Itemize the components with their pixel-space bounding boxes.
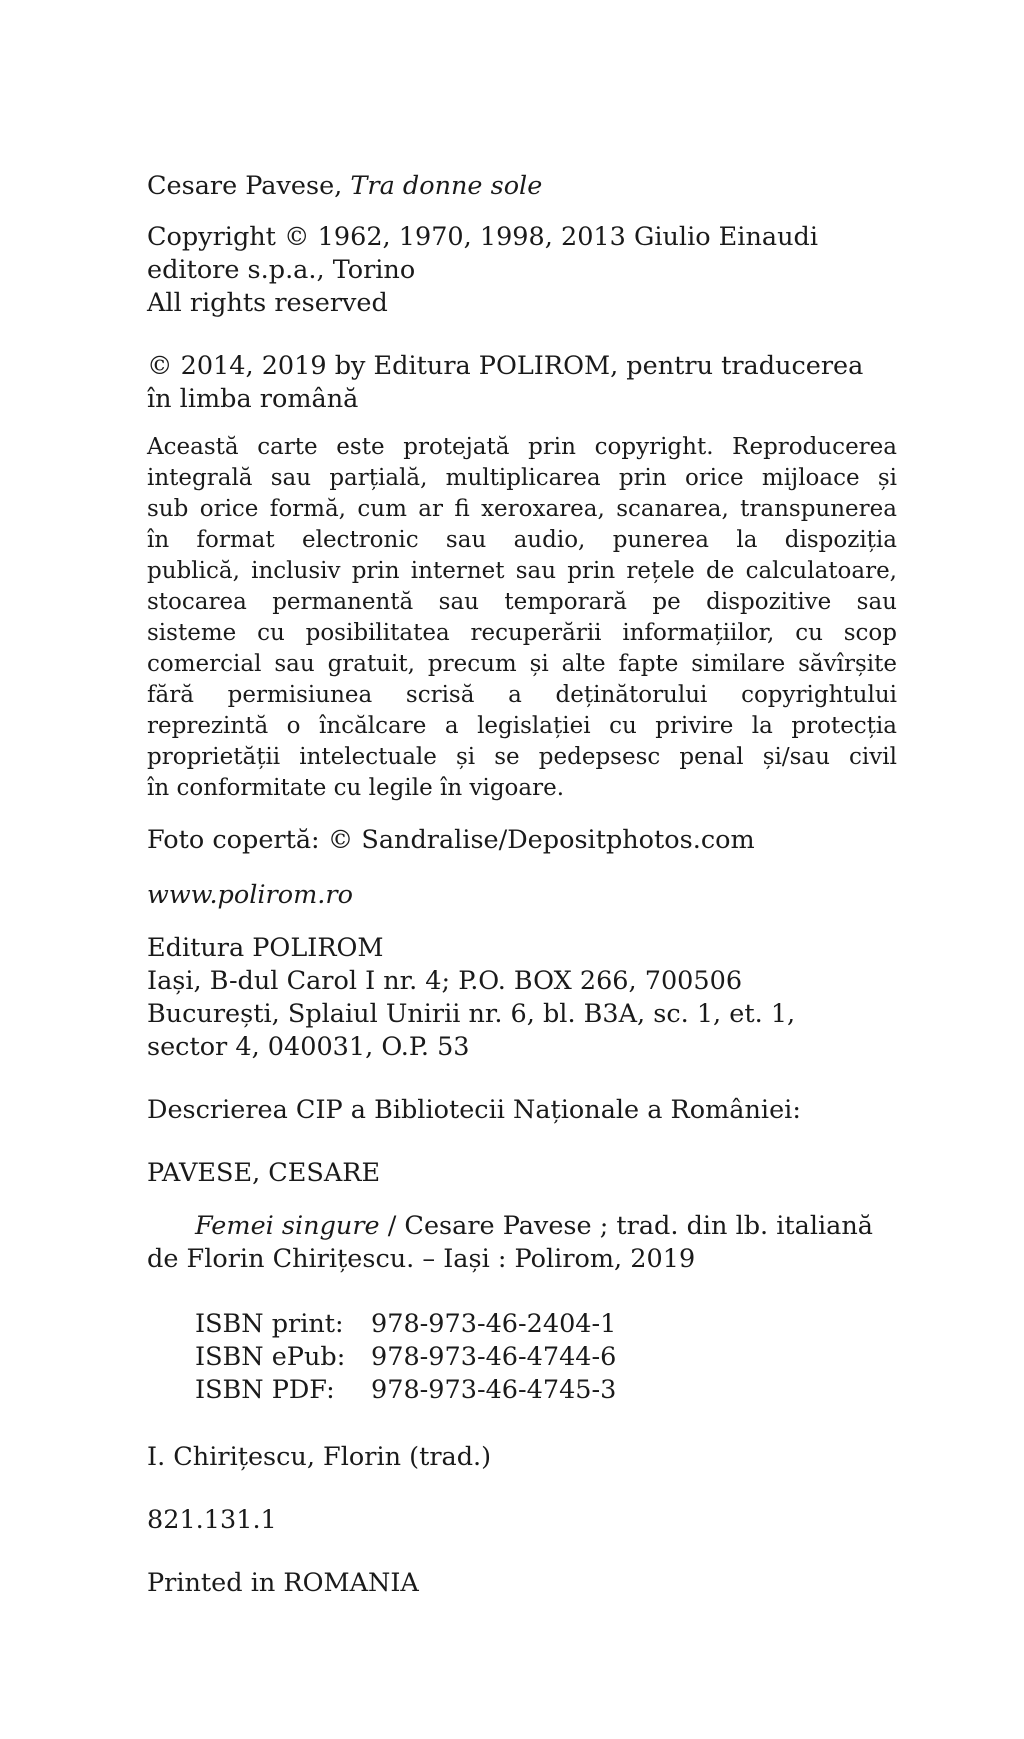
- cip-heading: Descrierea CIP a Bibliotecii Naționale a României:: [147, 1095, 801, 1125]
- translation-copyright-line: © 2014, 2019 by Editura POLIROM, pentru traducerea: [147, 351, 864, 381]
- legal-notice-line: proprietății intelectuale și se pedepsesc penal și/sau civil: [147, 744, 897, 770]
- isbn-label: ISBN print:: [195, 1309, 344, 1339]
- legal-notice-line: fără permisiunea scrisă a deținătorului copyrightului: [147, 682, 897, 708]
- legal-notice: [147, 432, 897, 804]
- publisher-address: [147, 932, 897, 1064]
- isbn-label: ISBN PDF:: [195, 1375, 335, 1405]
- isbn-row: [195, 1374, 897, 1407]
- cip-record: [147, 1210, 897, 1276]
- isbn-row: [195, 1308, 897, 1341]
- legal-notice-line: reprezintă o încălcare a legislației cu privire la protecția: [147, 713, 897, 739]
- translation-copyright-line: în limba română: [147, 384, 359, 414]
- translator-entry: I. Chirițescu, Florin (trad.): [147, 1442, 492, 1472]
- website-link[interactable]: www.polirom.ro: [147, 880, 353, 910]
- original-title: Tra donne sole: [350, 171, 543, 201]
- legal-notice-line: stocarea permanentă sau temporară pe dispozitive sau: [147, 589, 897, 615]
- isbn-value: 978-973-46-2404-1: [371, 1309, 617, 1339]
- publisher-website: [147, 879, 897, 912]
- translated-title: Femei singure: [195, 1211, 380, 1241]
- address-line: Iași, B-dul Carol I nr. 4; P.O. BOX 266, 700506: [147, 966, 743, 996]
- copyright-page: [147, 170, 897, 1600]
- legal-notice-line: sisteme cu posibilitatea recuperării informațiilor, cu scop: [147, 620, 897, 646]
- translation-copyright: [147, 350, 897, 416]
- classification-number: 821.131.1: [147, 1505, 277, 1535]
- legal-notice-line: publică, inclusiv prin internet sau prin rețele de calculatoare,: [147, 558, 897, 584]
- address-line: București, Splaiul Unirii nr. 6, bl. B3A, sc. 1, et. 1,: [147, 999, 796, 1029]
- legal-notice-line: sub orice formă, cum ar fi xeroxarea, scanarea, transpunerea: [147, 496, 897, 522]
- original-title-line: [147, 170, 897, 203]
- record-rest: / Cesare Pavese ; trad. din lb. italiană: [379, 1211, 874, 1241]
- copyright-line: Copyright © 1962, 1970, 1998, 2013 Giulio Einaudi: [147, 222, 818, 252]
- publisher-name: Editura POLIROM: [147, 933, 384, 963]
- author-name: Cesare Pavese,: [147, 171, 351, 201]
- isbn-list: [147, 1308, 897, 1407]
- legal-notice-line: comercial sau gratuit, precum și alte fapte similare săvîrșite: [147, 651, 897, 677]
- isbn-value: 978-973-46-4745-3: [371, 1375, 617, 1405]
- record-line: de Florin Chirițescu. – Iași : Polirom, 2019: [147, 1244, 696, 1274]
- legal-notice-line: în conformitate cu legile în vigoare.: [147, 775, 565, 801]
- copyright-line: All rights reserved: [147, 288, 388, 318]
- isbn-value: 978-973-46-4744-6: [371, 1342, 617, 1372]
- copyright-line: editore s.p.a., Torino: [147, 255, 416, 285]
- cip-author: PAVESE, CESARE: [147, 1158, 381, 1188]
- legal-notice-line: în format electronic sau audio, punerea la dispoziția: [147, 527, 897, 553]
- cover-photo-credit: Foto copertă: © Sandralise/Depositphotos.com: [147, 825, 755, 855]
- legal-notice-line: integrală sau parțială, multiplicarea prin orice mijloace și: [147, 465, 897, 491]
- legal-notice-line: Această carte este protejată prin copyright. Reproducerea: [147, 434, 897, 460]
- isbn-label: ISBN ePub:: [195, 1342, 346, 1372]
- address-line: sector 4, 040031, O.P. 53: [147, 1032, 470, 1062]
- original-copyright: [147, 221, 897, 320]
- isbn-row: [195, 1341, 897, 1374]
- printed-in: Printed in ROMANIA: [147, 1568, 419, 1598]
